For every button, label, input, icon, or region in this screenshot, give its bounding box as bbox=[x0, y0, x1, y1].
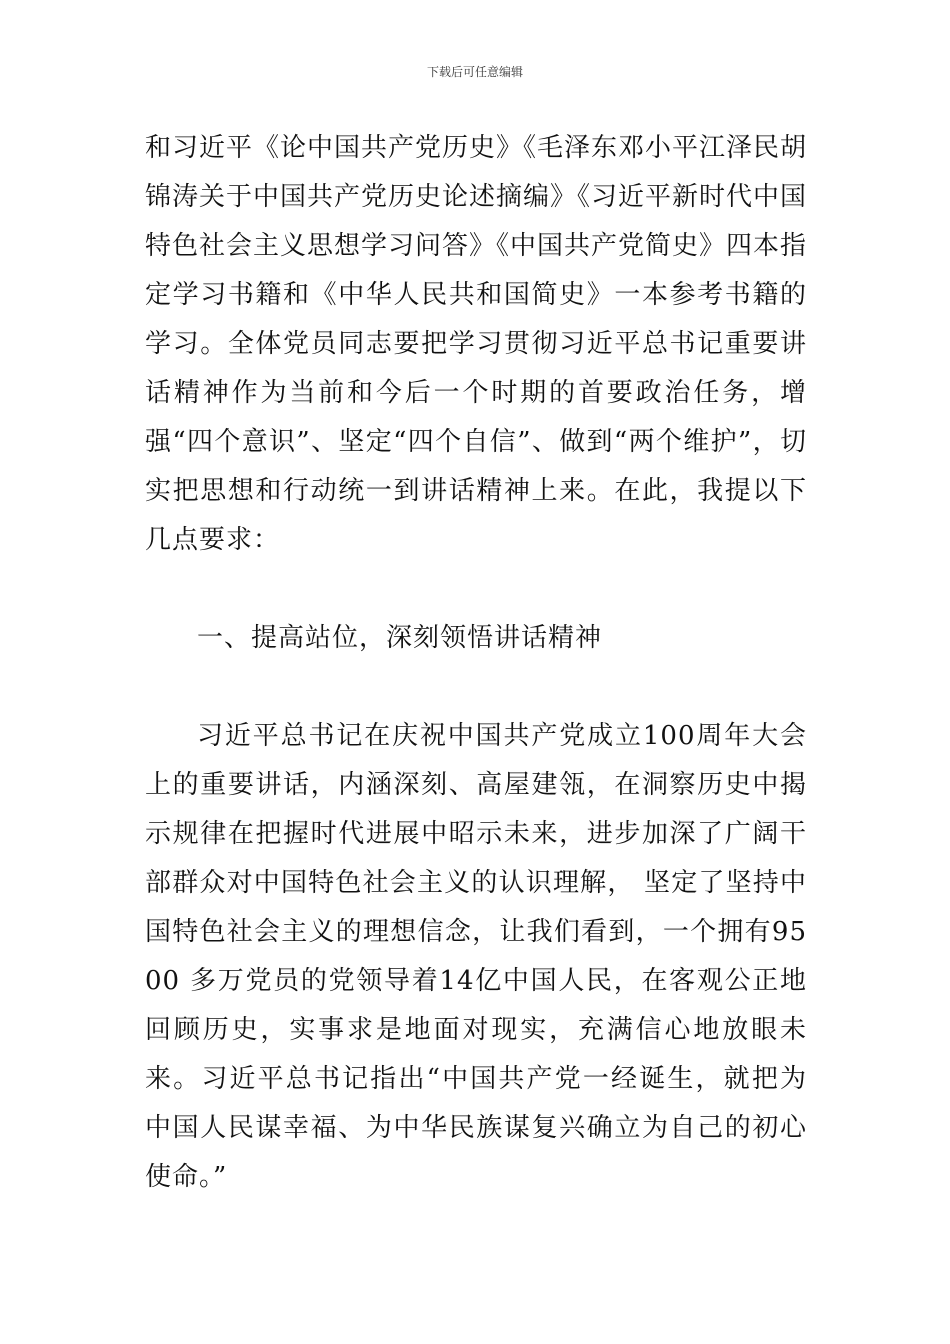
paragraph-spacer bbox=[145, 565, 807, 614]
paragraph-continuation: 和习近平《论中国共产党历史》《毛泽东邓小平江泽民胡锦涛关于中国共产党历史论述摘编》《习近平新时代中国特色社会主义思想学习问答》《中国共产党简史》四本指定学习书籍和《中华人民共和国简史》一本参考书籍的学习。全体党员同志要把学习贯彻习近平总书记重要讲话精神作为当前和今后一个时期的首要政治任务，增强“四个意识”、坚定“四个自信”、做到“两个维护”，切实把思想和行动统一到讲话精神上来。在此，我提以下几点要求： bbox=[145, 133, 808, 555]
page-header-note: 下载后可任意编辑 bbox=[426, 65, 523, 79]
paragraph-spacer bbox=[145, 663, 807, 712]
document-body bbox=[145, 124, 807, 1202]
section-heading: 一、提高站位，深刻领悟讲话精神 bbox=[197, 623, 603, 653]
paragraph-body: 习近平总书记在庆祝中国共产党成立100周年大会上的重要讲话，内涵深刻、高屋建瓴，在洞察历史中揭示规律在把握时代进展中昭示未来，进步加深了广阔干部群众对中国特色社会主义的认识理解， 坚定了坚持中国特色社会主义的理想信念，让我们看到，一个拥有9500 多万党员的党领导着14亿中国人民，在客观公正地回顾历史，实事求是地面对现实，充满信心地放眼未来。习近平总书记指出“中国共产党一经诞生，就把为中国人民谋幸福、为中华民族谋复兴确立为自己的初心使命。” bbox=[145, 721, 807, 1192]
